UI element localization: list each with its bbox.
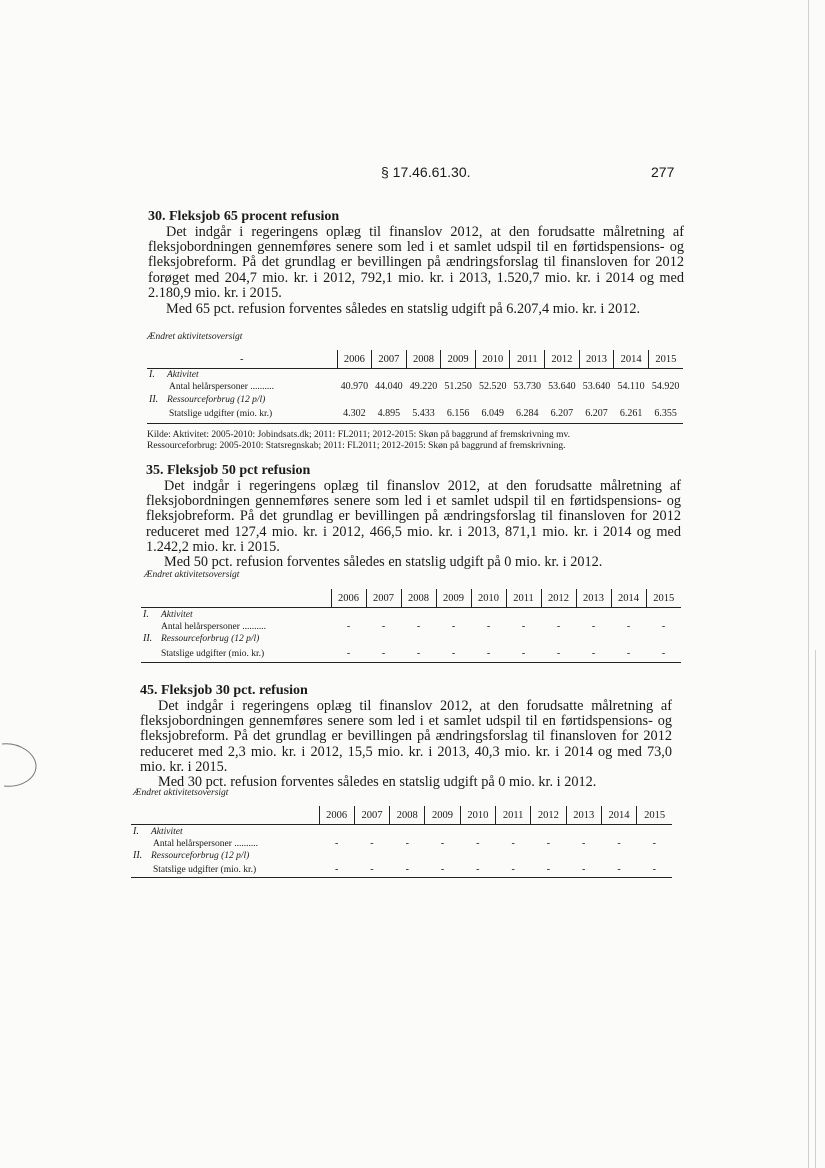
table-cell: - [476,838,480,849]
section-body [146,479,681,570]
year-header: 2007 [372,350,407,369]
table-cell: - [576,645,611,663]
year-header: 2015 [648,350,683,369]
year-header: 2014 [614,350,649,369]
row-sublabel: Antal helårspersoner .......... [161,622,266,632]
table-cell: - [366,645,401,663]
paragraph: Det indgår i regeringens oplæg til finanslov 2012, at den forudsatte målretning af fleksjobordningen gennemføres senere som led i et samlet udspil til en førtidspensions- og fleksjobreform. På det grundlag er bevillingen på ændringsforslag til finansloven for 2012 reduceret med 127,4 mio. kr. i 2012, 466,5 mio. kr. i 2013, 871,1 mio. kr. i 2014 og med 1.242,2 mio. kr. i 2015. [146,478,681,555]
year-header: 2014 [601,806,636,825]
table-cell: - [601,862,636,878]
source-line: Kilde: Aktivitet: 2005-2010: Jobindsats.dk; 2011: FL2011; 2012-2015: Skøn på baggrund af fremskrivning mv. [147,430,570,440]
table-header-blank: - [147,350,337,369]
scan-edge-line [808,0,809,1168]
section-body [148,225,684,317]
table-cell: - [486,621,491,632]
table-cell: - [425,862,460,878]
row-numeral: I. [143,608,149,620]
punch-hole-mark [0,740,40,790]
table-cell: - [451,621,456,632]
table-cell: 6.284 [510,405,545,423]
table-cell: - [319,862,354,878]
table-cell: 4.302 [337,405,372,423]
section-title: 30. Fleksjob 65 procent refusion [148,209,340,224]
section-body [140,699,672,790]
section-title: 45. Fleksjob 30 pct. refusion [140,683,308,698]
table-cell: 6.207 [579,405,614,423]
table-cell: - [334,838,339,849]
table-cell: 52.520 [478,381,507,392]
table-cell: - [440,838,445,849]
year-header: 2008 [390,806,425,825]
row-numeral: I. [149,369,155,380]
table-caption: Ændret aktivitetsoversigt [133,788,229,798]
year-header: 2008 [406,350,441,369]
row-numeral: II. [133,850,143,861]
table-cell: - [531,862,566,878]
year-header: 2012 [541,589,576,608]
table-cell: - [611,645,646,663]
activity-table [141,589,681,663]
year-header: 2009 [425,806,460,825]
row-label: Ressourceforbrug (12 p/l) [161,634,260,644]
year-header: 2007 [354,806,389,825]
activity-table [131,806,672,878]
table-source-note [147,430,687,452]
table-cell: 6.355 [648,405,683,423]
paragraph: Det indgår i regeringens oplæg til finanslov 2012, at den forudsatte målretning af fleksjobordningen gennemføres senere som led i et samlet udspil til en førtidspensions- og fleksjobreform. På det grundlag er bevillingen på ændringsforslag til finansloven for 2012 forøget med 204,7 mio. kr. i 2012, 792,1 mio. kr. i 2013, 1.520,7 mio. kr. i 2014 og med 2.180,9 mio. kr. i 2015. [148,224,684,301]
table-cell: 6.156 [441,405,476,423]
row-sublabel: Statslige udgifter (mio. kr.) [153,864,257,875]
table-cell: 6.207 [545,405,580,423]
table-cell: - [617,838,621,849]
table-cell: 6.261 [614,405,649,423]
row-label: Ressourceforbrug (12 p/l) [167,394,266,405]
table-cell: 40.970 [340,381,369,392]
table-cell: - [546,838,551,849]
table-cell: - [582,838,586,849]
row-sublabel: Statslige udgifter (mio. kr.) [161,648,265,659]
year-header: 2006 [331,589,366,608]
year-header: 2015 [646,589,681,608]
row-sublabel: Antal helårspersoner .......... [153,839,258,849]
paragraph: Med 65 pct. refusion forventes således en statslig udgift på 6.207,4 mio. kr. i 2012. [166,301,641,318]
table-cell: 44.040 [375,381,403,392]
table-caption: Ændret aktivitetsoversigt [147,332,243,342]
row-label: Aktivitet [151,826,183,837]
table-cell: - [541,645,576,663]
table-header-blank [131,806,319,825]
year-header: 2010 [471,589,506,608]
page-number: 277 [651,164,675,180]
section-title: 35. Fleksjob 50 pct refusion [146,463,311,478]
year-header: 2012 [531,806,566,825]
table-cell: - [495,862,530,878]
row-label: Ressourceforbrug (12 p/l) [151,851,250,861]
table-cell: - [556,621,561,632]
year-header: 2006 [319,806,354,825]
table-cell: - [370,838,374,849]
table-cell: - [471,645,506,663]
table-cell: - [591,621,596,632]
table-header-blank [141,589,331,608]
table-cell: 53.730 [513,381,542,392]
year-header: 2014 [611,589,646,608]
table-cell: - [646,645,681,663]
table-cell: - [511,838,515,849]
year-header: 2007 [366,589,401,608]
table-cell: - [626,621,631,632]
row-label: Aktivitet [167,370,199,380]
table-cell: 4.895 [372,405,407,423]
year-header: 2009 [441,350,476,369]
table-cell: 54.920 [651,381,680,392]
year-header: 2010 [460,806,495,825]
table-cell: - [390,862,425,878]
year-header: 2013 [576,589,611,608]
table-cell: - [460,862,495,878]
year-header: 2010 [475,350,510,369]
row-sublabel: Statslige udgifter (mio. kr.) [169,409,273,420]
year-header: 2013 [579,350,614,369]
table-cell: 5.433 [406,405,441,423]
table-cell: - [637,862,672,878]
table-cell: - [521,621,526,632]
paragraph: Med 30 pct. refusion forventes således en statslig udgift på 0 mio. kr. i 2012. [158,774,597,791]
year-header: 2011 [510,350,545,369]
year-header: 2008 [401,589,436,608]
table-cell: 54.110 [617,381,645,392]
year-header: 2009 [436,589,471,608]
table-cell: - [661,621,666,632]
table-caption: Ændret aktivitetsoversigt [144,570,240,580]
year-header: 2012 [545,350,580,369]
scan-edge-line [815,650,816,1168]
year-header: 2006 [337,350,372,369]
row-numeral: II. [149,393,159,405]
year-header: 2015 [637,806,672,825]
paragraph: Med 50 pct. refusion forventes således en statslig udgift på 0 mio. kr. i 2012. [164,554,603,571]
table-cell: - [346,621,351,632]
table-cell: - [436,645,471,663]
year-header: 2011 [506,589,541,608]
row-sublabel: Antal helårspersoner .......... [169,382,274,392]
table-cell: 51.250 [444,381,472,392]
table-cell: - [416,621,421,632]
source-line: Ressourceforbrug: 2005-2010: Statsregnskab; 2011: FL2011; 2012-2015: Skøn på baggrund af fremskrivning. [147,441,566,451]
activity-table [147,350,683,424]
year-header: 2013 [566,806,601,825]
row-numeral: II. [143,633,153,644]
row-numeral: I. [133,825,139,837]
table-cell: - [506,645,541,663]
table-cell: 6.049 [475,405,510,423]
table-cell: - [381,621,386,632]
table-cell: - [566,862,601,878]
year-header: 2011 [495,806,530,825]
table-cell: 49.220 [409,381,438,392]
paragraph: Det indgår i regeringens oplæg til finanslov 2012, at den forudsatte målretning af fleksjobordningen gennemføres senere som led i et samlet udspil til en førtidspensions- og fleksjobreform. På det grundlag er bevillingen på ændringsforslag til finansloven for 2012 reduceret med 2,3 mio. kr. i 2012, 15,5 mio. kr. i 2013, 40,3 mio. kr. i 2014 og med 73,0 mio. kr. i 2015. [140,698,672,775]
table-cell: 53.640 [548,381,576,392]
table-cell: - [401,645,436,663]
table-cell: - [405,838,409,849]
row-label: Aktivitet [161,609,193,620]
section-reference: § 17.46.61.30. [381,164,471,180]
table-cell: - [354,862,389,878]
table-cell: - [652,838,656,849]
table-cell: - [331,645,366,663]
table-cell: 53.640 [582,381,611,392]
